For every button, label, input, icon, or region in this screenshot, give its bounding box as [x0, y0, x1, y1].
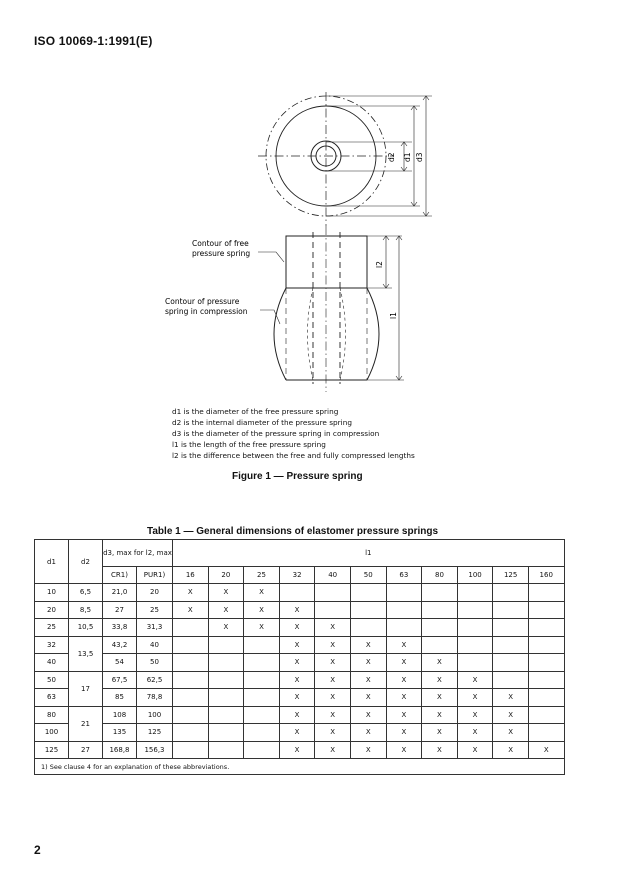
- cell-mark: X: [315, 671, 351, 689]
- cell-d1: 80: [35, 706, 69, 724]
- cell-mark: [173, 741, 209, 759]
- cell-mark: X: [279, 601, 315, 619]
- cell-cr: 135: [103, 724, 137, 742]
- cell-d1: 25: [35, 619, 69, 637]
- cell-d1: 10: [35, 584, 69, 602]
- cell-mark: X: [279, 724, 315, 742]
- cell-mark: [244, 689, 280, 707]
- cell-mark: X: [315, 706, 351, 724]
- cell-mark: X: [350, 671, 386, 689]
- l1-value-header: 80: [422, 567, 458, 584]
- l1-value-header: 63: [386, 567, 422, 584]
- cell-mark: [173, 619, 209, 637]
- cell-mark: X: [386, 654, 422, 672]
- cell-mark: X: [279, 741, 315, 759]
- cell-mark: [315, 601, 351, 619]
- cell-mark: [422, 636, 458, 654]
- legend-line: l1 is the length of the free pressure spring: [172, 440, 326, 449]
- cell-mark: X: [173, 584, 209, 602]
- dim-label-d3: d3: [415, 152, 424, 162]
- figure-caption: Figure 1 — Pressure spring: [232, 471, 363, 482]
- cell-d1: 63: [35, 689, 69, 707]
- dim-label-d1: d1: [403, 152, 412, 162]
- cell-mark: [208, 706, 244, 724]
- cell-mark: X: [279, 654, 315, 672]
- cell-d2: 17: [69, 671, 103, 706]
- cell-mark: X: [422, 671, 458, 689]
- cell-cr: 43,2: [103, 636, 137, 654]
- cell-mark: X: [386, 636, 422, 654]
- callout-free-line2: pressure spring: [192, 249, 251, 258]
- cell-cr: 168,8: [103, 741, 137, 759]
- cell-pur: 78,8: [137, 689, 173, 707]
- cell-mark: [244, 706, 280, 724]
- cell-mark: X: [386, 741, 422, 759]
- cell-mark: [528, 601, 564, 619]
- cell-pur: 20: [137, 584, 173, 602]
- cell-d2: 10,5: [69, 619, 103, 637]
- cell-d1: 100: [35, 724, 69, 742]
- cell-mark: [493, 584, 529, 602]
- cell-mark: [350, 601, 386, 619]
- cell-pur: 100: [137, 706, 173, 724]
- cell-mark: X: [528, 741, 564, 759]
- l1-value-header: 20: [208, 567, 244, 584]
- cell-mark: [528, 636, 564, 654]
- cell-d1: 50: [35, 671, 69, 689]
- pressure-spring-figure: [150, 92, 450, 392]
- cell-mark: [528, 706, 564, 724]
- cell-mark: X: [493, 724, 529, 742]
- cell-mark: X: [422, 654, 458, 672]
- cell-mark: [350, 619, 386, 637]
- cell-pur: 25: [137, 601, 173, 619]
- cell-mark: X: [386, 724, 422, 742]
- table-row: [35, 619, 565, 637]
- cell-cr: 27: [103, 601, 137, 619]
- cell-d1: 32: [35, 636, 69, 654]
- cell-mark: X: [279, 706, 315, 724]
- cell-mark: [208, 741, 244, 759]
- cell-mark: [457, 654, 493, 672]
- cell-mark: X: [244, 601, 280, 619]
- cell-mark: X: [457, 706, 493, 724]
- legend-line: l2 is the difference between the free and fully compressed lengths: [172, 451, 415, 460]
- cell-mark: X: [279, 636, 315, 654]
- cell-mark: [315, 584, 351, 602]
- cell-d2: 8,5: [69, 601, 103, 619]
- l1-value-header: 32: [279, 567, 315, 584]
- cell-mark: X: [315, 689, 351, 707]
- cell-mark: X: [422, 706, 458, 724]
- page-number: 2: [34, 843, 41, 857]
- cell-mark: [457, 636, 493, 654]
- table-row: [35, 689, 565, 707]
- table-row: [35, 724, 565, 742]
- cell-cr: 21,0: [103, 584, 137, 602]
- cell-cr: 108: [103, 706, 137, 724]
- cell-mark: [493, 601, 529, 619]
- cell-mark: [457, 601, 493, 619]
- dimensions-table: [34, 539, 565, 775]
- cell-mark: [279, 584, 315, 602]
- table-caption: Table 1 — General dimensions of elastomer pressure springs: [147, 526, 439, 537]
- l1-value-header: 50: [350, 567, 386, 584]
- cell-mark: X: [386, 689, 422, 707]
- l1-value-header: 40: [315, 567, 351, 584]
- col-header-l1: l1: [173, 540, 565, 567]
- col-header-pur: PUR1): [137, 567, 173, 584]
- legend-line: d3 is the diameter of the pressure spring in compression: [172, 429, 380, 438]
- cell-mark: [528, 619, 564, 637]
- dim-label-d2: d2: [387, 152, 396, 162]
- cell-mark: [493, 636, 529, 654]
- cell-mark: [173, 654, 209, 672]
- cell-mark: X: [279, 689, 315, 707]
- cell-mark: X: [422, 741, 458, 759]
- table-row: [35, 601, 565, 619]
- cell-mark: [173, 706, 209, 724]
- cell-mark: X: [493, 689, 529, 707]
- figure-legend: [172, 406, 415, 461]
- cell-cr: 67,5: [103, 671, 137, 689]
- l1-value-header: 160: [528, 567, 564, 584]
- cell-mark: X: [386, 671, 422, 689]
- table-row: [35, 654, 565, 672]
- cell-mark: X: [315, 619, 351, 637]
- cell-mark: X: [208, 601, 244, 619]
- cell-d2: 21: [69, 706, 103, 741]
- cell-mark: [422, 619, 458, 637]
- callout-free-line1: Contour of free: [192, 239, 249, 248]
- cell-mark: X: [493, 706, 529, 724]
- legend-line: d1 is the diameter of the free pressure spring: [172, 407, 339, 416]
- cell-mark: X: [315, 724, 351, 742]
- cell-mark: X: [422, 724, 458, 742]
- document-header: ISO 10069-1:1991(E): [34, 34, 153, 48]
- cell-mark: [208, 636, 244, 654]
- cell-mark: X: [315, 741, 351, 759]
- cell-mark: [528, 671, 564, 689]
- cell-mark: [173, 636, 209, 654]
- cell-mark: [173, 689, 209, 707]
- cell-mark: [208, 671, 244, 689]
- cell-mark: [208, 654, 244, 672]
- cell-mark: [493, 671, 529, 689]
- l1-value-header: 125: [493, 567, 529, 584]
- cell-mark: X: [350, 741, 386, 759]
- dim-label-l1: l1: [389, 312, 398, 319]
- cell-mark: X: [457, 724, 493, 742]
- l1-value-header: 100: [457, 567, 493, 584]
- cell-mark: [244, 724, 280, 742]
- cell-mark: X: [350, 689, 386, 707]
- cell-mark: X: [244, 584, 280, 602]
- cell-mark: [386, 601, 422, 619]
- cell-d2: 6,5: [69, 584, 103, 602]
- cell-pur: 62,5: [137, 671, 173, 689]
- cell-mark: X: [493, 741, 529, 759]
- table-footnote: 1) See clause 4 for an explanation of these abbreviations.: [35, 759, 565, 775]
- cell-mark: [422, 601, 458, 619]
- col-header-cr: CR1): [103, 567, 137, 584]
- cell-cr: 85: [103, 689, 137, 707]
- cell-cr: 54: [103, 654, 137, 672]
- cell-mark: X: [350, 654, 386, 672]
- cell-mark: X: [350, 636, 386, 654]
- cell-mark: [493, 654, 529, 672]
- cell-mark: X: [457, 671, 493, 689]
- cell-pur: 156,3: [137, 741, 173, 759]
- cell-d2: 27: [69, 741, 103, 759]
- cell-d1: 40: [35, 654, 69, 672]
- cell-mark: X: [244, 619, 280, 637]
- cell-mark: [457, 619, 493, 637]
- legend-line: d2 is the internal diameter of the pressure spring: [172, 418, 352, 427]
- cell-mark: [528, 654, 564, 672]
- cell-mark: X: [457, 741, 493, 759]
- cell-mark: [244, 654, 280, 672]
- cell-mark: [244, 671, 280, 689]
- cell-mark: [386, 619, 422, 637]
- cell-mark: [208, 689, 244, 707]
- cell-pur: 50: [137, 654, 173, 672]
- cell-mark: X: [386, 706, 422, 724]
- cell-mark: X: [457, 689, 493, 707]
- l1-value-header: 16: [173, 567, 209, 584]
- callout-pressure-line1: Contour of pressure: [165, 297, 240, 306]
- cell-mark: X: [208, 584, 244, 602]
- l1-value-header: 25: [244, 567, 280, 584]
- cell-d1: 20: [35, 601, 69, 619]
- cell-pur: 40: [137, 636, 173, 654]
- table-row: [35, 636, 565, 654]
- cell-d1: 125: [35, 741, 69, 759]
- table-row: [35, 706, 565, 724]
- cell-mark: [173, 671, 209, 689]
- cell-mark: X: [315, 654, 351, 672]
- cell-mark: [350, 584, 386, 602]
- cell-mark: X: [422, 689, 458, 707]
- cell-mark: X: [279, 671, 315, 689]
- cell-pur: 31,3: [137, 619, 173, 637]
- side-view: [258, 226, 404, 392]
- table-row: [35, 741, 565, 759]
- table-row: [35, 584, 565, 602]
- cell-mark: X: [315, 636, 351, 654]
- cell-mark: [493, 619, 529, 637]
- cell-mark: [173, 724, 209, 742]
- cell-mark: [244, 741, 280, 759]
- col-header-d1: d1: [35, 540, 69, 584]
- callout-pressure-line2: spring in compression: [165, 307, 248, 316]
- cell-mark: [422, 584, 458, 602]
- cell-mark: [208, 724, 244, 742]
- cell-pur: 125: [137, 724, 173, 742]
- cell-mark: X: [350, 724, 386, 742]
- cell-mark: X: [279, 619, 315, 637]
- cell-mark: X: [350, 706, 386, 724]
- cell-mark: X: [173, 601, 209, 619]
- cell-mark: X: [208, 619, 244, 637]
- col-header-d2: d2: [69, 540, 103, 584]
- cell-mark: [457, 584, 493, 602]
- cell-mark: [528, 724, 564, 742]
- table-row: [35, 671, 565, 689]
- dim-label-l2: l2: [375, 261, 384, 268]
- col-header-d3: d3, max for l2, max: [103, 540, 173, 567]
- cell-mark: [244, 636, 280, 654]
- cell-mark: [528, 584, 564, 602]
- cell-mark: [386, 584, 422, 602]
- cell-d2: 13,5: [69, 636, 103, 671]
- cell-mark: [528, 689, 564, 707]
- cell-cr: 33,8: [103, 619, 137, 637]
